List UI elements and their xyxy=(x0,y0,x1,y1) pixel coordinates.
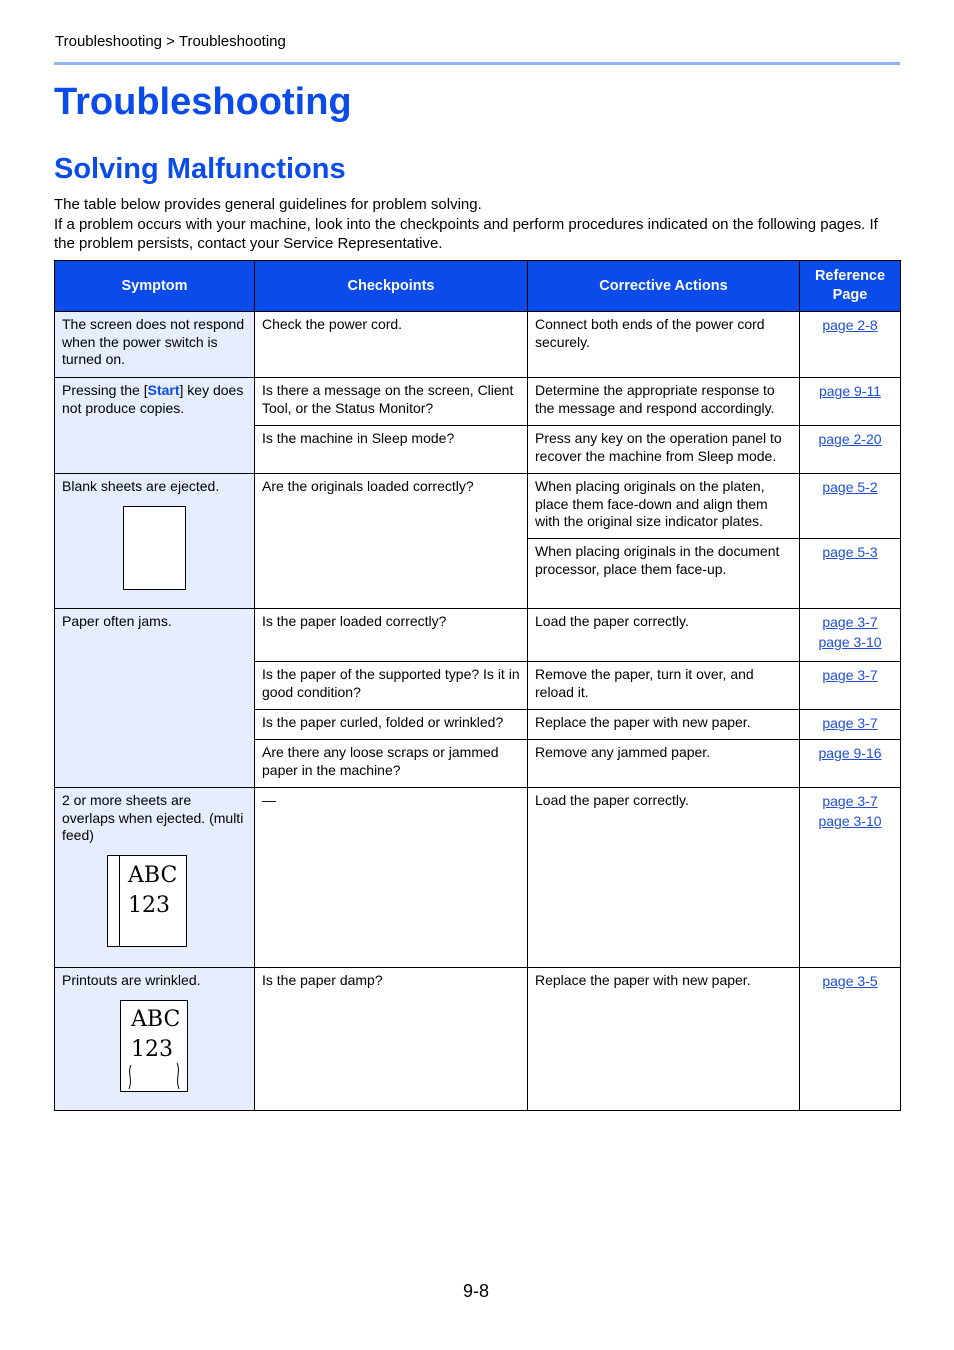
front-sheet-icon xyxy=(119,855,187,947)
reference-link[interactable]: page 3-7 xyxy=(822,715,878,731)
header-corrective-actions: Corrective Actions xyxy=(528,261,800,312)
reference-link[interactable]: page 3-7 xyxy=(822,667,878,683)
reference-cell xyxy=(800,710,901,740)
checkpoint-cell: Is the machine in Sleep mode? xyxy=(255,426,528,474)
symptom-cell xyxy=(55,788,255,968)
reference-link[interactable]: page 5-2 xyxy=(822,479,878,495)
reference-link[interactable]: page 2-20 xyxy=(818,431,882,447)
action-cell: Determine the appropriate response to the message and respond accordingly. xyxy=(528,378,800,426)
illustration-text: 123 xyxy=(128,892,170,918)
table-row xyxy=(55,474,901,539)
blank-sheet-icon xyxy=(123,506,186,590)
header-checkpoints: Checkpoints xyxy=(255,261,528,312)
table-row xyxy=(55,968,901,1111)
action-cell: Remove any jammed paper. xyxy=(528,740,800,788)
header-reference-page: Reference Page xyxy=(800,261,901,312)
checkpoint-cell: Are there any loose scraps or jammed paper in the machine? xyxy=(255,740,528,788)
symptom-cell: The screen does not respond when the power switch is turned on. xyxy=(55,312,255,378)
reference-link[interactable]: page 3-10 xyxy=(818,813,882,829)
symptom-cell xyxy=(55,474,255,609)
section-title: Solving Malfunctions xyxy=(54,153,346,185)
reference-cell xyxy=(800,968,901,1111)
illustration-text: ABC xyxy=(131,1006,181,1032)
breadcrumb: Troubleshooting > Troubleshooting xyxy=(55,33,286,50)
header-symptom: Symptom xyxy=(55,261,255,312)
illustration-text: ABC xyxy=(128,862,178,888)
symptom-text: 2 or more sheets are overlaps when ejected. (multi feed) xyxy=(62,792,244,843)
symptom-text: ] key does not produce copies. xyxy=(62,382,244,416)
reference-cell xyxy=(800,426,901,474)
checkpoint-cell: Check the power cord. xyxy=(255,312,528,378)
page-title: Troubleshooting xyxy=(54,81,352,123)
checkpoint-cell: Is the paper loaded correctly? xyxy=(255,609,528,662)
reference-cell xyxy=(800,788,901,968)
reference-cell xyxy=(800,662,901,710)
action-cell: Load the paper correctly. xyxy=(528,788,800,968)
action-cell: Replace the paper with new paper. xyxy=(528,710,800,740)
reference-cell xyxy=(800,609,901,662)
action-cell: When placing originals in the document processor, place them face-up. xyxy=(528,539,800,609)
reference-link[interactable]: page 3-5 xyxy=(822,973,878,989)
checkpoint-cell: Is the paper curled, folded or wrinkled? xyxy=(255,710,528,740)
multi-feed-illustration xyxy=(107,855,187,947)
reference-link[interactable]: page 3-7 xyxy=(822,793,878,809)
reference-link[interactable]: page 9-16 xyxy=(818,745,882,761)
checkpoint-cell: Are the originals loaded correctly? xyxy=(255,474,528,609)
symptom-text: Pressing the [ xyxy=(62,382,148,398)
wrinkled-sheet-illustration xyxy=(120,1000,188,1092)
action-cell: Load the paper correctly. xyxy=(528,609,800,662)
reference-cell xyxy=(800,312,901,378)
reference-link[interactable]: page 5-3 xyxy=(822,544,878,560)
reference-cell xyxy=(800,539,901,609)
start-key-label: Start xyxy=(147,382,180,398)
symptom-text: Blank sheets are ejected. xyxy=(62,478,220,494)
reference-link[interactable]: page 9-11 xyxy=(818,383,881,399)
reference-cell xyxy=(800,378,901,426)
reference-cell xyxy=(800,740,901,788)
intro-line: If a problem occurs with your machine, look into the checkpoints and perform procedures indicated on the following pages. If the problem persists, contact your Service Representative. xyxy=(54,215,878,252)
illustration-text: 123 xyxy=(131,1036,173,1062)
symptom-cell xyxy=(55,968,255,1111)
table-row xyxy=(55,378,901,426)
symptom-cell: Paper often jams. xyxy=(55,609,255,788)
blank-sheet-illustration xyxy=(62,506,247,590)
table-row xyxy=(55,609,901,662)
checkpoint-cell: Is the paper of the supported type? Is it in good condition? xyxy=(255,662,528,710)
symptom-text: Printouts are wrinkled. xyxy=(62,972,201,988)
header-divider xyxy=(54,62,900,65)
reference-link[interactable]: page 2-8 xyxy=(822,317,878,333)
action-cell: Replace the paper with new paper. xyxy=(528,968,800,1111)
action-cell: Remove the paper, turn it over, and reload it. xyxy=(528,662,800,710)
wrinkle-lines-icon xyxy=(121,1061,187,1091)
intro-text xyxy=(54,195,900,254)
table-row xyxy=(55,788,901,968)
action-cell: Press any key on the operation panel to recover the machine from Sleep mode. xyxy=(528,426,800,474)
symptom-cell xyxy=(55,378,255,474)
table-row xyxy=(55,312,901,378)
reference-link[interactable]: page 3-7 xyxy=(822,614,878,630)
reference-link[interactable]: page 3-10 xyxy=(818,634,882,650)
intro-line: The table below provides general guidelines for problem solving. xyxy=(54,196,482,213)
action-cell: Connect both ends of the power cord securely. xyxy=(528,312,800,378)
checkpoint-cell: — xyxy=(255,788,528,968)
action-cell: When placing originals on the platen, place them face-down and align them with the original size indicator plates. xyxy=(528,474,800,539)
page-number: 9-8 xyxy=(463,1281,490,1301)
table-header-row xyxy=(55,261,901,312)
checkpoint-cell: Is the paper damp? xyxy=(255,968,528,1111)
reference-cell xyxy=(800,474,901,539)
checkpoint-cell: Is there a message on the screen, Client Tool, or the Status Monitor? xyxy=(255,378,528,426)
troubleshooting-table xyxy=(54,260,901,1111)
